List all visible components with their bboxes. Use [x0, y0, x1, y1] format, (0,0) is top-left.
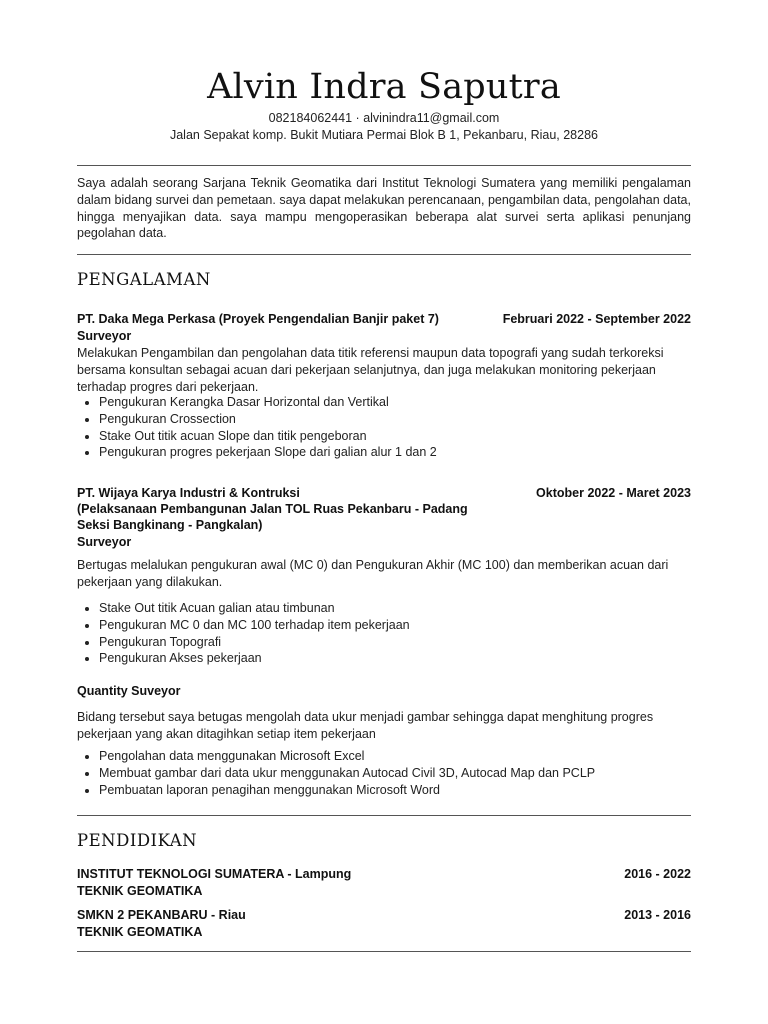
- job-dates: Februari 2022 - September 2022: [502, 312, 691, 326]
- job-description: Bidang tersebut saya betugas mengolah data ukur menjadi gambar sehingga dapat menghitung progres pekerjaan yang akan ditagihkan setiap item pekerjaan: [77, 710, 654, 741]
- education-years: 2016 - 2022: [624, 867, 691, 881]
- list-item: • Stake Out titik acuan Slope dan titik pengeboran: [99, 428, 437, 445]
- education-section-title: PENDIDIKAN: [77, 831, 198, 850]
- job-bullet-list: [77, 600, 410, 667]
- education-major: TEKNIK GEOMATIKA: [77, 925, 203, 939]
- contact-line: 082184062441 · alvinindra11@gmail.com: [268, 111, 500, 125]
- job-company-line: Seksi Bangkinang - Pangkalan): [77, 518, 263, 532]
- list-item: • Pengolahan data menggunakan Microsoft Excel: [99, 748, 595, 765]
- list-item: • Membuat gambar dari data ukur menggunakan Autocad Civil 3D, Autocad Map dan PCLP: [99, 765, 595, 782]
- job-bullet-list: [77, 394, 437, 461]
- list-item: • Pengukuran Kerangka Dasar Horizontal dan Vertikal: [99, 394, 437, 411]
- education-school: INSTITUT TEKNOLOGI SUMATERA - Lampung: [77, 867, 352, 881]
- list-item: • Pembuatan laporan penagihan menggunakan Microsoft Word: [99, 782, 595, 799]
- education-major: TEKNIK GEOMATIKA: [77, 884, 203, 898]
- job-company: PT. Daka Mega Perkasa (Proyek Pengendalian Banjir paket 7): [77, 312, 439, 326]
- list-item: • Pengukuran progres pekerjaan Slope dari galian alur 1 dan 2: [99, 444, 437, 461]
- job-company: PT. Wijaya Karya Industri & Kontruksi: [77, 486, 300, 500]
- job-company-line: (Pelaksanaan Pembangunan Jalan TOL Ruas Pekanbaru - Padang: [77, 502, 468, 516]
- education-school: SMKN 2 PEKANBARU - Riau: [77, 908, 246, 922]
- list-item: • Stake Out titik Acuan galian atau timbunan: [99, 600, 410, 617]
- list-item: • Pengukuran Crossection: [99, 411, 437, 428]
- experience-section-title: PENGALAMAN: [77, 270, 211, 289]
- list-item: • Pengukuran Topografi: [99, 634, 410, 651]
- candidate-name: Alvin Indra Saputra: [207, 67, 561, 107]
- job-description: Bertugas melalukan pengukuran awal (MC 0) dan Pengukuran Akhir (MC 100) dan memberikan acuan dari pekerjaan yang dilakukan.: [77, 558, 669, 589]
- job-description: Melakukan Pengambilan dan pengolahan data titik referensi maupun data topografi yang sudah terkoreksi bersama konsultan sebagai acuan dari pekerjaan selanjutnya, dan juga melakukan monitoring pekerjaan terhadap progres dari pekerjaan.: [77, 346, 664, 394]
- address-line: Jalan Sepakat komp. Bukit Mutiara Permai Blok B 1, Pekanbaru, Riau, 28286: [169, 128, 598, 142]
- education-years: 2013 - 2016: [624, 908, 691, 922]
- divider: [77, 254, 691, 255]
- divider: [77, 815, 691, 816]
- job-dates: Oktober 2022 - Maret 2023: [536, 486, 691, 500]
- summary-text: Saya adalah seorang Sarjana Teknik Geomatika dari Institut Teknologi Sumatera yang memiliki pengalaman dalam bidang survei dan pemetaan. saya dapat melakukan perencanaan, pengambilan data, pengolahan data, hingga menyajikan data. saya mampu mengoperasikan beberapa alat survei serta aplikasi penunjang pegolahan data.: [77, 176, 691, 241]
- divider: [77, 165, 691, 166]
- job-role: Surveyor: [77, 329, 132, 343]
- job-bullet-list: [77, 748, 595, 798]
- job-role: Quantity Suveyor: [77, 684, 181, 698]
- job-role: Surveyor: [77, 535, 132, 549]
- list-item: • Pengukuran MC 0 dan MC 100 terhadap item pekerjaan: [99, 617, 410, 634]
- divider: [77, 951, 691, 952]
- list-item: • Pengukuran Akses pekerjaan: [99, 650, 410, 667]
